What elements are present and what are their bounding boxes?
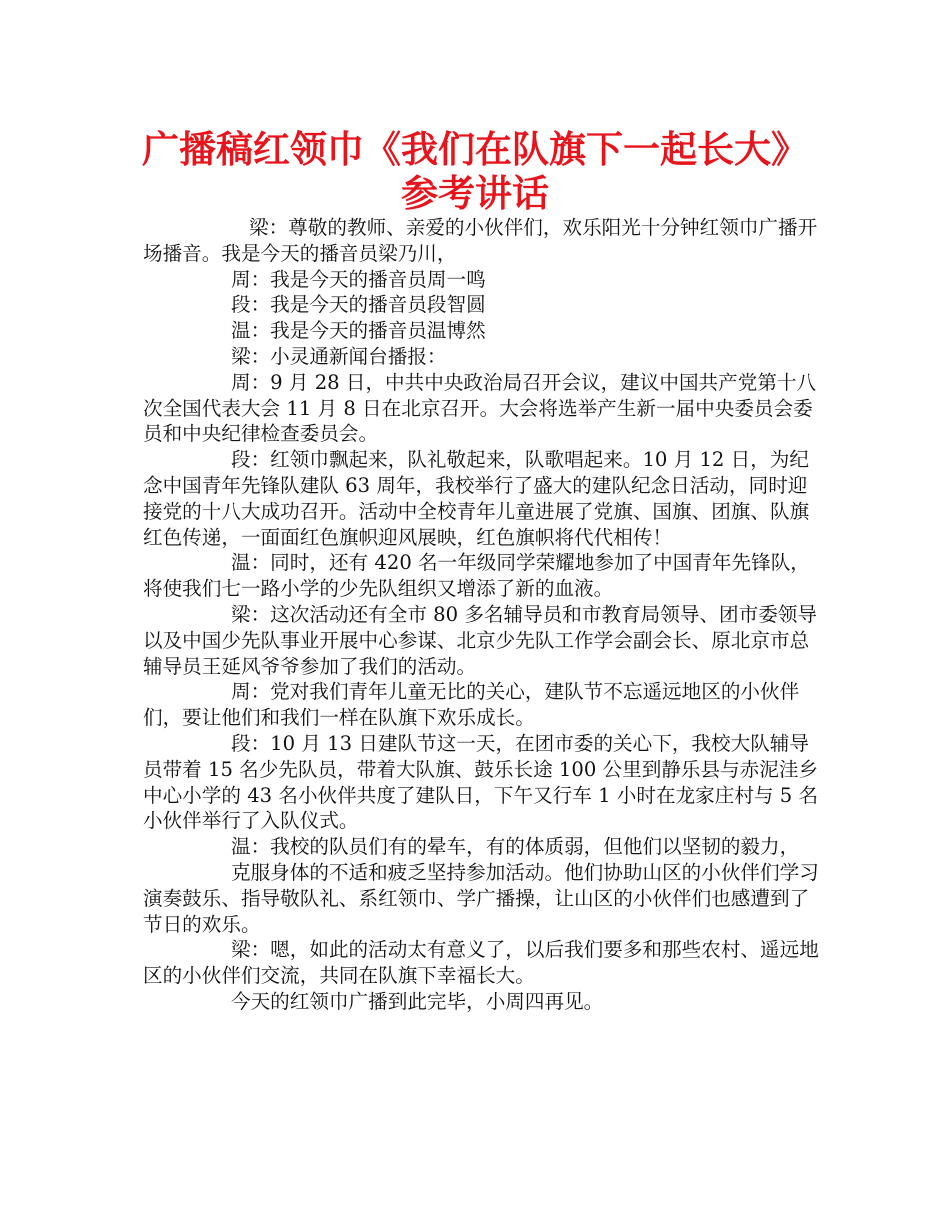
paragraph: 周：我是今天的播音员周一鸣 <box>231 267 486 291</box>
paragraph: 梁：嗯，如此的活动太有意义了，以后我们要多和那些农村、遥远地区的小伙伴们交流，共同在队旗下幸福长大。 <box>143 938 819 988</box>
paragraph: 克服身体的不适和疲乏坚持参加活动。他们协助山区的小伙伴们学习演奏鼓乐、指导敬队礼、系红领巾、学广播操，让山区的小伙伴们也感遭到了节日的欢乐。 <box>143 860 819 936</box>
paragraph: 温：我校的队员们有的晕车，有的体质弱，但他们以坚韧的毅力， <box>231 835 800 859</box>
paragraph: 周：9 月 28 日，中共中央政治局召开会议，建议中国共产党第十八次全国代表大会 11 月 8 日在北京召开。大会将选举产生新一届中央委员会委员和中央纪律检查委员会。 <box>143 370 817 446</box>
document-title-line-2: 参考讲话 <box>401 172 549 215</box>
paragraph: 段：红领巾飘起来，队礼敬起来，队歌唱起来。10 月 12 日，为纪念中国青年先锋队建队 63 周年，我校举行了盛大的建队纪念日活动，同时迎接党的十八大成功召开。活动中全校青年儿童进展了党旗、国旗、团旗、队旗红色传递，一面面红色旗帜迎风展映，红色旗帜将代代相传！ <box>143 448 810 549</box>
paragraph: 梁：这次活动还有全市 80 多名辅导员和市教育局领导、团市委领导以及中国少先队事业开展中心参谋、北京少先队工作学会副会长、原北京市总辅导员王延风爷爷参加了我们的活动。 <box>143 602 818 678</box>
paragraph: 梁：小灵通新闻台播报： <box>231 344 447 368</box>
paragraph: 梁：尊敬的教师、亲爱的小伙伴们，欢乐阳光十分钟红领巾广播开场播音。我是今天的播音员梁乃川， <box>143 216 818 265</box>
paragraph: 段：10 月 13 日建队节这一天，在团市委的关心下，我校大队辅导员带着 15 名少先队员，带着大队旗、鼓乐长途 100 公里到静乐县与赤泥洼乡中心小学的 43 名小伙伴共度了建队日，下午又行车 1 小时在龙家庄村与 5 名小伙伴举行了入队仪式。 <box>143 731 819 833</box>
paragraph: 温：我是今天的播音员温博然 <box>231 319 486 343</box>
paragraph: 温：同时，还有 420 名一年级同学荣耀地参加了中国青年先锋队，将使我们七一路小学的少先队组织又增添了新的血液。 <box>143 551 810 601</box>
document-body <box>143 215 823 1015</box>
paragraph: 今天的红领巾广播到此完毕，小周四再见。 <box>231 989 604 1013</box>
document-title-line-1: 广播稿红领巾《我们在队旗下一起长大》 <box>142 128 808 171</box>
paragraph: 段：我是今天的播音员段智圆 <box>231 293 486 317</box>
paragraph: 周：党对我们青年儿童无比的关心，建队节不忘遥远地区的小伙伴们，要让他们和我们一样在队旗下欢乐成长。 <box>143 680 800 730</box>
